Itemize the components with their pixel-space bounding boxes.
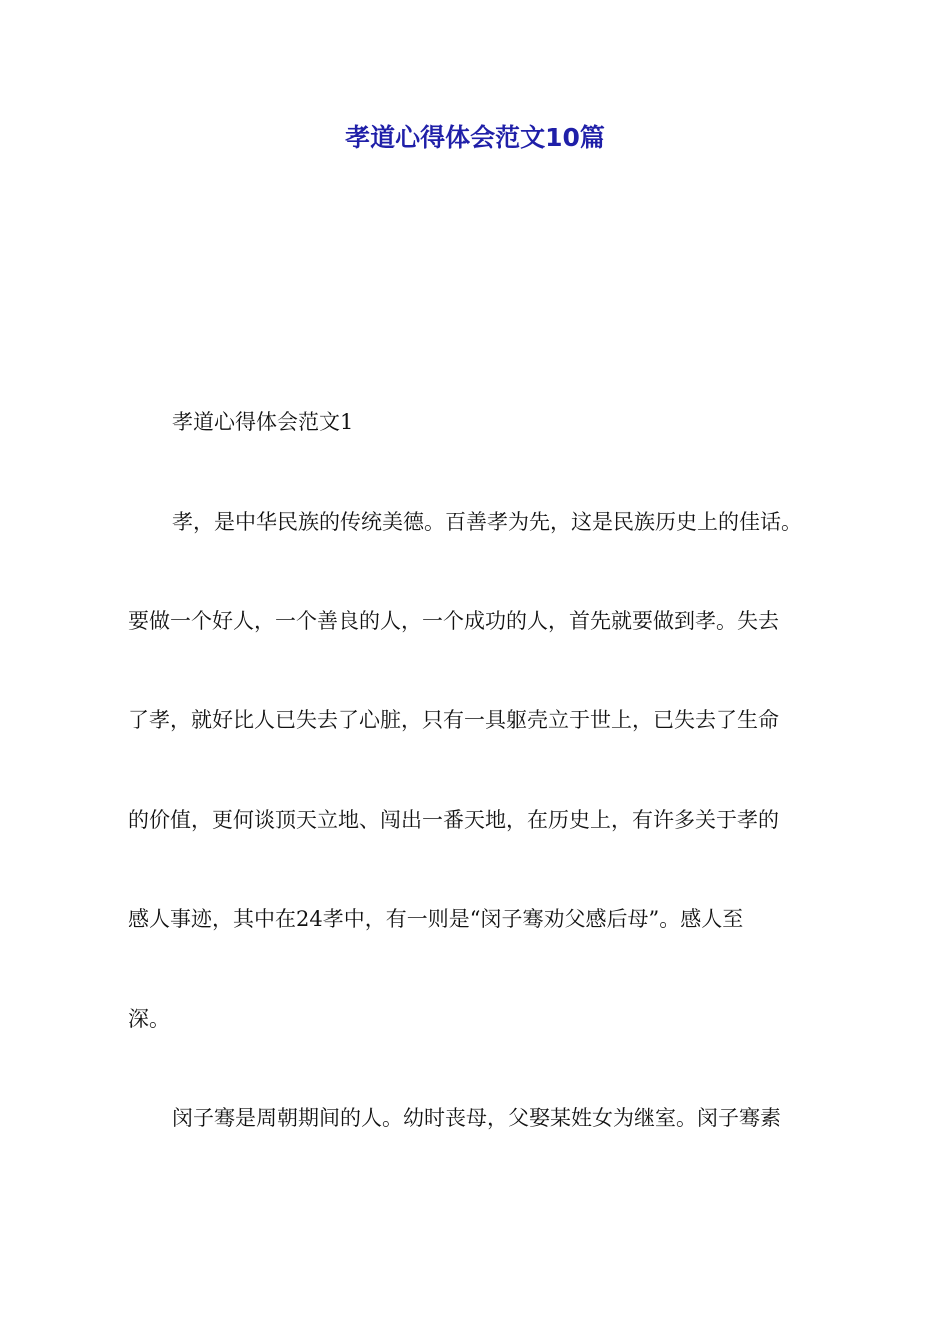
paragraph-line: 深。 [128, 1007, 170, 1031]
paragraph-line: 的价值，更何谈顶天立地、闯出一番天地，在历史上，有许多关于孝的 [128, 808, 779, 832]
paragraph-line: 孝，是中华民族的传统美德。百善孝为先，这是民族历史上的佳话。 [172, 510, 802, 534]
document-title: 孝道心得体会范文10篇 [345, 123, 605, 152]
document-body [128, 0, 828, 1344]
paragraph-line: 要做一个好人，一个善良的人，一个成功的人，首先就要做到孝。失去 [128, 609, 779, 633]
paragraph-line: 了孝，就好比人已失去了心脏，只有一具躯壳立于世上，已失去了生命 [128, 708, 779, 732]
paragraph-line: 闵子骞是周朝期间的人。幼时丧母，父娶某姓女为继室。闵子骞素 [172, 1106, 781, 1130]
paragraph-line: 感人事迹，其中在24孝中，有一则是“闵子骞劝父感后母”。感人至 [128, 907, 744, 931]
section-heading: 孝道心得体会范文1 [172, 410, 354, 434]
